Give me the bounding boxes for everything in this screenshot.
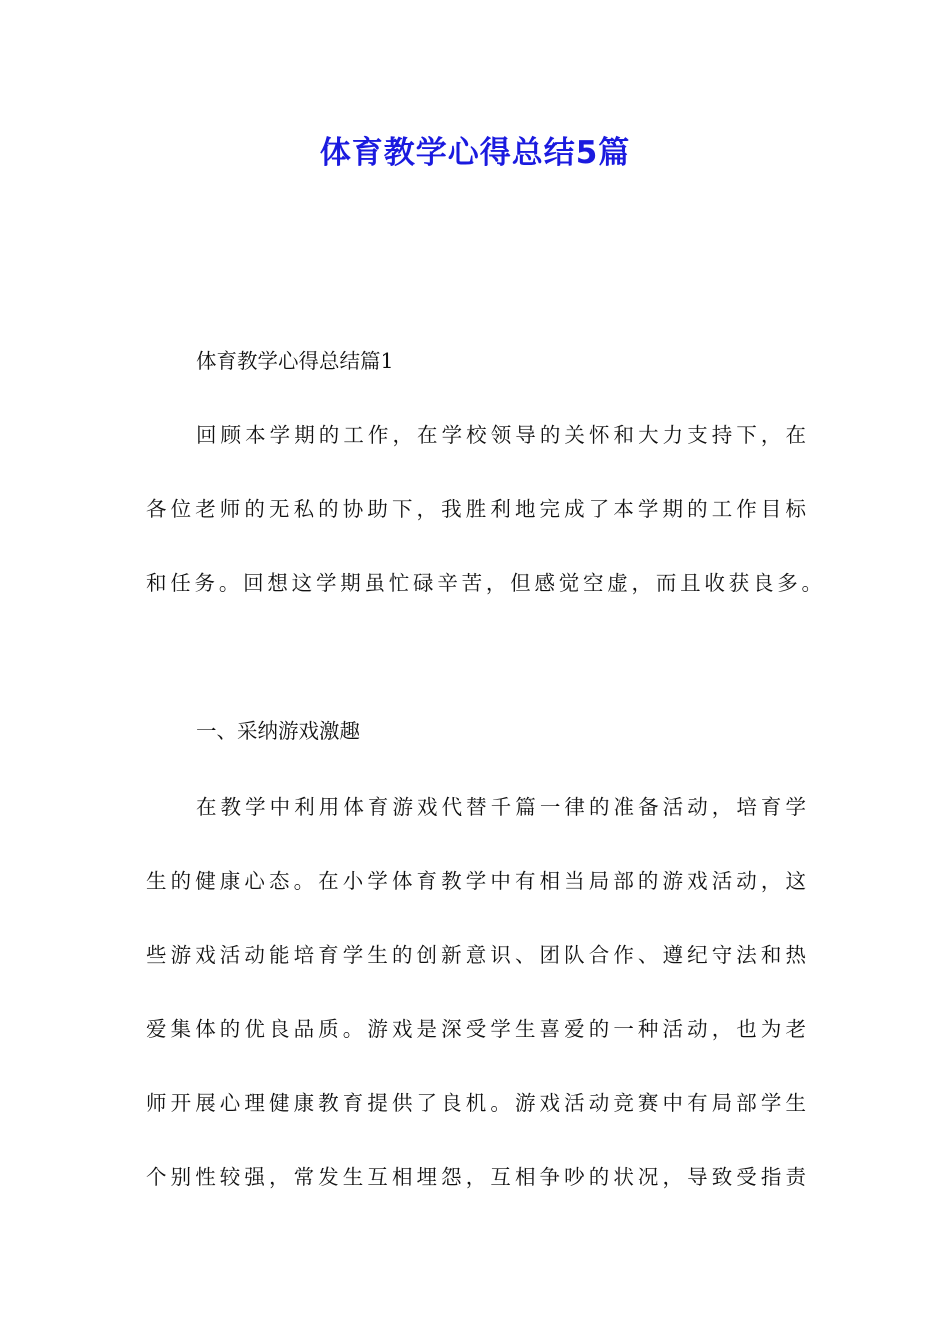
paragraph-line: 个别性较强，常发生互相埋怨，互相争吵的状况，导致受指责 (146, 1165, 806, 1189)
paragraph-line: 些游戏活动能培育学生的创新意识、团队合作、遵纪守法和热 (146, 943, 806, 967)
paragraph-line: 师开展心理健康教育提供了良机。游戏活动竞赛中有局部学生 (146, 1091, 806, 1115)
document-title: 体育教学心得总结5篇 (319, 135, 631, 171)
paragraph-line: 和任务。回想这学期虽忙碌辛苦，但感觉空虚，而且收获良多。 (146, 571, 822, 595)
paragraph-line: 生的健康心态。在小学体育教学中有相当局部的游戏活动，这 (146, 869, 806, 893)
paragraph-line: 在教学中利用体育游戏代替千篇一律的准备活动，培育学 (196, 795, 806, 819)
paragraph-line: 爱集体的优良品质。游戏是深受学生喜爱的一种活动，也为老 (146, 1017, 806, 1041)
subsection-heading: 一、采纳游戏激趣 (196, 719, 360, 743)
section-heading-1: 体育教学心得总结篇1 (196, 349, 394, 373)
paragraph-line: 回顾本学期的工作，在学校领导的关怀和大力支持下，在 (196, 423, 806, 447)
paragraph-line: 各位老师的无私的协助下，我胜利地完成了本学期的工作目标 (146, 497, 806, 521)
